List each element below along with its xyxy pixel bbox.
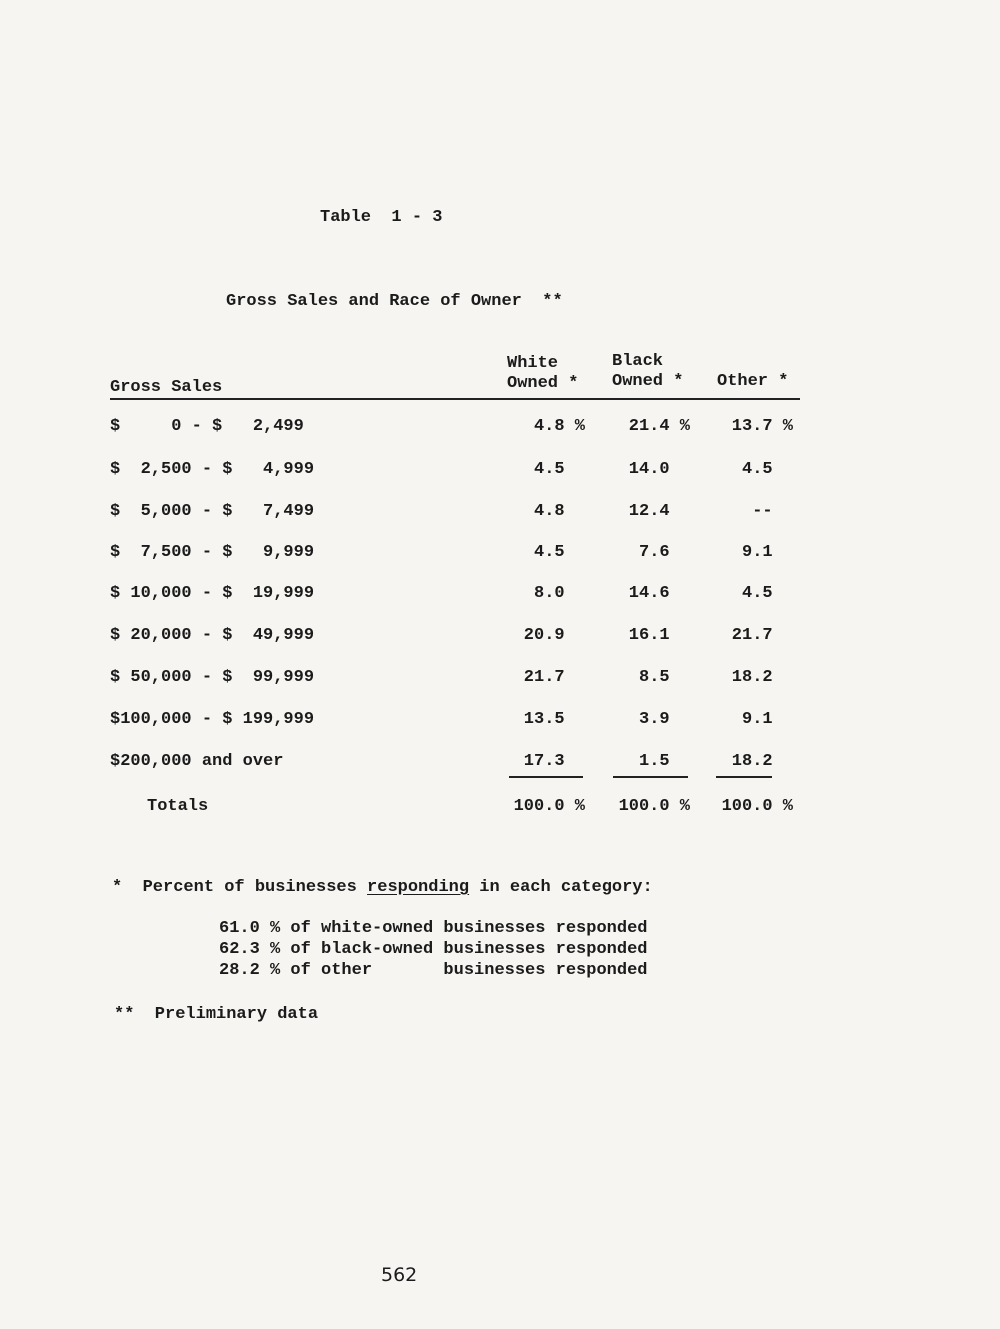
cell-white: 13.5 [523,710,565,729]
cell-black: 3.9 [639,710,670,729]
header-black-line2: Owned * [612,372,684,391]
row-label: $ 0 - $ 2,499 [110,417,304,436]
table-row [0,459,1000,483]
cell-other: 4.5 [742,584,773,603]
cell-black: 7.6 [639,543,670,562]
cell-other: 100.0 % [721,797,793,816]
header-rule [110,398,800,400]
cell-white: 4.8 % [533,417,585,436]
subtotal-rule [716,776,772,778]
cell-black: 14.6 [628,584,670,603]
row-label: $100,000 - $ 199,999 [110,710,315,729]
response-rate-white: 61.0 % of white-owned businesses responded [219,919,648,938]
footnote-responding [112,877,653,899]
cell-black: 1.5 [639,752,670,771]
footnote-prefix: * Percent of businesses [112,878,368,897]
row-label: $200,000 and over [110,752,284,771]
table-row [0,709,1000,733]
cell-black: 21.4 % [628,417,690,436]
cell-white: 21.7 [523,668,565,687]
row-label: $ 20,000 - $ 49,999 [110,626,315,645]
row-label: $ 10,000 - $ 19,999 [110,584,315,603]
cell-other: 21.7 [731,626,773,645]
response-rates [219,918,647,981]
footnote-underlined: responding [367,878,470,897]
cell-black: 8.5 [639,668,670,687]
table-row [0,542,1000,566]
table-row [0,667,1000,691]
table-title: Gross Sales and Race of Owner ** [226,292,563,311]
header-white-line1: White [507,354,559,373]
table-label: Table 1 - 3 [320,208,443,227]
row-label: $ 7,500 - $ 9,999 [110,543,315,562]
cell-other: 9.1 [742,543,773,562]
cell-other: 9.1 [742,710,773,729]
subtotal-rule [509,776,583,778]
cell-white: 8.0 [534,584,565,603]
cell-other: 13.7 % [731,417,793,436]
header-other: Other * [717,372,789,391]
header-white-line2: Owned * [507,374,579,393]
cell-other: 18.2 [731,668,773,687]
footnote-suffix: in each category: [469,878,653,897]
row-label: $ 2,500 - $ 4,999 [110,460,315,479]
table-row [0,501,1000,525]
row-label: $ 50,000 - $ 99,999 [110,668,315,687]
cell-white: 17.3 [523,752,565,771]
cell-black: 16.1 [628,626,670,645]
page-number: 562 [381,1264,418,1286]
table-row [0,583,1000,607]
table-row [0,416,1000,440]
cell-white: 4.5 [534,543,565,562]
cell-black: 100.0 % [618,797,690,816]
header-black-owned [612,352,683,392]
totals-row [0,796,1000,820]
cell-white: 100.0 % [513,797,585,816]
cell-white: 20.9 [523,626,565,645]
cell-white: 4.8 [534,502,565,521]
cell-black: 14.0 [628,460,670,479]
table-row [0,751,1000,775]
header-white-owned [507,354,578,394]
cell-other: -- [752,502,773,521]
footnote-preliminary: ** Preliminary data [114,1005,319,1024]
row-label: $ 5,000 - $ 7,499 [110,502,315,521]
cell-black: 12.4 [628,502,670,521]
header-gross-sales: Gross Sales [110,378,223,397]
cell-other: 18.2 [731,752,773,771]
response-rate-other: 28.2 % of other businesses responded [219,961,648,980]
subtotal-rule [613,776,688,778]
table-row [0,625,1000,649]
cell-white: 4.5 [534,460,565,479]
header-black-line1: Black [612,352,664,371]
row-label: Totals [147,797,209,816]
response-rate-black: 62.3 % of black-owned businesses responded [219,940,648,959]
cell-other: 4.5 [742,460,773,479]
